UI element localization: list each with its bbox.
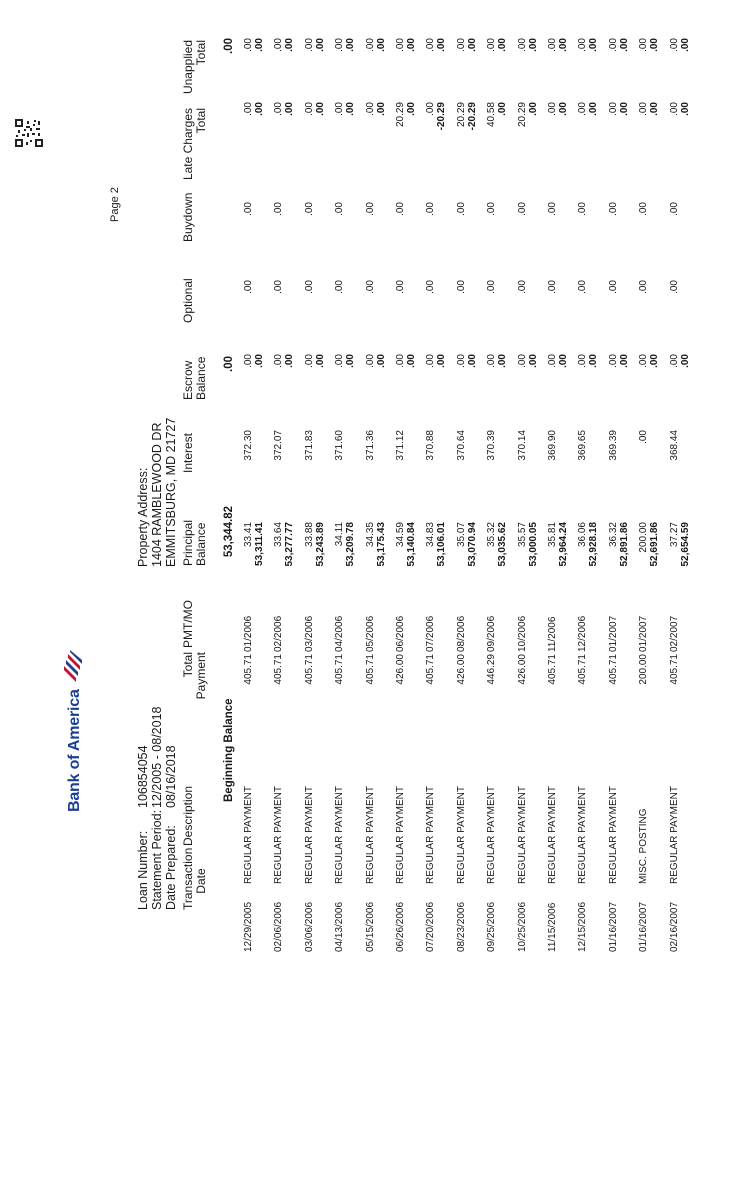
cell-desc: MISC. POSTING	[638, 808, 650, 884]
cell-pmt: 03/2006	[303, 615, 315, 652]
cell-desc: REGULAR PAYMENT	[577, 786, 589, 884]
cell-unap-bal: .00	[497, 38, 509, 52]
cell-principal-amt: 36.06	[577, 522, 589, 548]
cell-buydown: .00	[547, 202, 558, 216]
cell-escrow-bal: .00	[466, 354, 478, 368]
col-interest-header: Interest	[181, 432, 195, 473]
cell-unap-bal: .00	[618, 38, 630, 52]
cell-pmt: 01/2007	[607, 615, 619, 652]
cell-optional: .00	[425, 280, 437, 294]
cell-buydown: .00	[638, 202, 650, 216]
cell-escrow-amt: .00	[273, 354, 285, 368]
loan-number-value: 106854054	[136, 745, 150, 808]
cell-late-bal: .00	[375, 102, 387, 116]
cell-escrow-bal: .00	[679, 354, 691, 368]
cell-desc: REGULAR PAYMENT	[425, 786, 437, 884]
cell-late-amt: .00	[577, 102, 589, 116]
col-optional-header: Optional	[181, 278, 195, 323]
cell-escrow-amt: .00	[334, 354, 346, 368]
cell-principal-bal: 52,654.59	[679, 522, 691, 567]
cell-total: 405.71	[547, 654, 558, 685]
cell-interest: 372.30	[243, 430, 254, 461]
cell-total: 446.29	[486, 654, 498, 685]
cell-total: 405.71	[273, 654, 285, 685]
cell-principal-bal: 53,106.01	[436, 522, 448, 567]
cell-unap-bal: .00	[588, 38, 600, 52]
cell-principal-bal: 53,277.77	[284, 522, 296, 567]
cell-interest: 370.14	[516, 430, 528, 461]
cell-interest: 369.39	[607, 430, 619, 461]
cell-optional: .00	[334, 280, 346, 294]
cell-interest: .00	[638, 430, 650, 444]
cell-escrow-bal: .00	[558, 354, 569, 368]
cell-pmt: 10/2006	[516, 615, 528, 652]
cell-interest: 370.88	[425, 430, 437, 461]
col-date-header-line2: Date	[194, 868, 208, 894]
cell-unap-bal: .00	[254, 38, 265, 52]
cell-late-amt: .00	[334, 102, 346, 116]
cell-total: 405.71	[243, 654, 254, 685]
cell-desc: REGULAR PAYMENT	[303, 786, 315, 884]
cell-escrow-amt: .00	[607, 354, 619, 368]
cell-escrow-amt: .00	[303, 354, 315, 368]
col-description-header: Description	[181, 785, 195, 846]
cell-date: 07/20/2006	[425, 901, 437, 952]
cell-principal-bal: 53,243.89	[314, 522, 326, 567]
property-address-line2: EMMITSBURG, MD 21727	[164, 417, 178, 567]
cell-late-amt: .00	[273, 102, 285, 116]
cell-late-bal: .00	[679, 102, 691, 116]
cell-optional: .00	[638, 280, 650, 294]
cell-date: 09/25/2006	[486, 901, 498, 952]
cell-date: 03/06/2006	[303, 901, 315, 952]
cell-buydown: .00	[577, 202, 589, 216]
cell-unap-bal: .00	[436, 38, 448, 52]
cell-total: 426.00	[395, 654, 406, 685]
cell-date: 01/16/2007	[607, 901, 619, 952]
cell-escrow-amt: .00	[577, 354, 589, 368]
col-principal-header-line1: Principal	[181, 519, 195, 566]
cell-late-bal: .00	[618, 102, 630, 116]
cell-unap-amt: .00	[425, 38, 437, 52]
page-number: Page 2	[109, 187, 121, 222]
cell-principal-amt: 34.83	[425, 522, 437, 548]
cell-escrow-bal: .00	[618, 354, 630, 368]
cell-unap-amt: .00	[547, 38, 558, 52]
cell-escrow-amt: .00	[668, 354, 680, 368]
cell-buydown: .00	[303, 202, 315, 216]
cell-escrow-bal: .00	[436, 354, 448, 368]
col-total-payment-header-line1: Total	[181, 652, 195, 678]
cell-principal-amt: 34.11	[334, 522, 346, 547]
cell-optional: .00	[273, 280, 285, 294]
cell-principal-amt: 34.59	[395, 522, 406, 548]
cell-unap-bal: .00	[558, 38, 569, 52]
cell-late-amt: 20.29	[516, 102, 528, 128]
cell-unap-amt: .00	[638, 38, 650, 52]
cell-desc: REGULAR PAYMENT	[607, 786, 619, 884]
cell-desc: REGULAR PAYMENT	[486, 786, 498, 884]
cell-unap-bal: .00	[284, 38, 296, 52]
cell-principal-amt: 33.88	[303, 522, 315, 548]
cell-interest: 370.64	[455, 430, 467, 461]
cell-unap-amt: .00	[577, 38, 589, 52]
cell-pmt: 05/2006	[364, 615, 376, 652]
cell-unap-bal: .00	[527, 38, 539, 52]
cell-escrow-bal: .00	[527, 354, 539, 368]
col-date-header-line1: Transaction	[181, 847, 195, 910]
cell-late-bal: .00	[284, 102, 296, 116]
cell-late-bal: .00	[527, 102, 539, 116]
cell-principal-bal: 52,928.18	[588, 522, 600, 567]
cell-buydown: .00	[607, 202, 619, 216]
cell-desc: REGULAR PAYMENT	[334, 786, 346, 884]
bank-logo-flag-icon	[58, 650, 84, 684]
cell-escrow-bal: .00	[284, 354, 296, 368]
cell-optional: .00	[547, 280, 558, 294]
cell-date: 02/06/2006	[273, 901, 285, 952]
cell-unap-bal: .00	[466, 38, 478, 52]
cell-late-bal: .00	[345, 102, 357, 116]
cell-total: 405.71	[303, 654, 315, 685]
cell-late-amt: .00	[425, 102, 437, 116]
cell-escrow-amt: .00	[243, 354, 254, 368]
cell-late-bal: .00	[558, 102, 569, 116]
cell-principal-bal: 53,000.05	[527, 522, 539, 567]
cell-date: 12/15/2006	[577, 901, 589, 952]
cell-unap-amt: .00	[395, 38, 406, 52]
bank-logo-text: Bank of America	[66, 689, 83, 812]
cell-desc: REGULAR PAYMENT	[547, 786, 558, 884]
cell-principal-bal: 53,035.62	[497, 522, 509, 567]
cell-unap-amt: .00	[273, 38, 285, 52]
statement-period-value: 12/2005 - 08/2018	[150, 706, 164, 808]
col-escrow-header	[182, 357, 208, 400]
cell-desc: REGULAR PAYMENT	[243, 786, 254, 884]
cell-optional: .00	[395, 280, 406, 294]
cell-pmt: 02/2006	[273, 615, 285, 652]
cell-unap-amt: .00	[607, 38, 619, 52]
cell-date: 12/29/2005	[243, 901, 254, 952]
cell-escrow-bal: .00	[314, 354, 326, 368]
cell-late-amt: .00	[668, 102, 680, 116]
cell-escrow-bal: .00	[649, 354, 661, 368]
cell-optional: .00	[243, 280, 254, 294]
cell-late-amt: .00	[607, 102, 619, 116]
col-pmt-mo-header: PMT/MO	[181, 600, 195, 648]
cell-total: 405.71	[334, 654, 346, 685]
cell-unap-amt: .00	[243, 38, 254, 52]
col-unapplied-header	[182, 40, 208, 96]
cell-principal-amt: 37.27	[668, 522, 680, 548]
cell-date: 05/15/2006	[364, 901, 376, 952]
cell-principal-amt: 35.81	[547, 522, 558, 548]
cell-total: 426.00	[455, 654, 467, 685]
cell-pmt: 01/2006	[243, 615, 254, 652]
col-principal-header	[182, 520, 208, 566]
cell-unap-amt: .00	[364, 38, 376, 52]
cell-escrow-amt: .00	[547, 354, 558, 368]
cell-principal-amt: 35.57	[516, 522, 528, 548]
beginning-principal-balance: 53,344.82	[223, 506, 235, 558]
cell-pmt: 02/2007	[668, 615, 680, 652]
cell-principal-bal: 53,209.78	[345, 522, 357, 567]
date-prepared-label: Date Prepared:	[164, 825, 178, 910]
cell-principal-amt: 33.41	[243, 522, 254, 548]
cell-principal-bal: 53,070.94	[466, 522, 478, 567]
cell-late-bal: .00	[588, 102, 600, 116]
cell-escrow-amt: .00	[364, 354, 376, 368]
cell-optional: .00	[577, 280, 589, 294]
cell-pmt: 09/2006	[486, 615, 498, 652]
cell-principal-bal: 52,964.24	[558, 522, 569, 567]
cell-buydown: .00	[486, 202, 498, 216]
cell-late-bal: .00	[406, 102, 417, 116]
cell-principal-bal: 53,175.43	[375, 522, 387, 567]
loan-number-label: Loan Number:	[136, 830, 150, 910]
cell-unap-amt: .00	[303, 38, 315, 52]
cell-pmt: 04/2006	[334, 615, 346, 652]
cell-escrow-bal: .00	[375, 354, 387, 368]
cell-late-amt: 40.58	[486, 102, 498, 128]
cell-escrow-amt: .00	[395, 354, 406, 368]
cell-desc: REGULAR PAYMENT	[668, 786, 680, 884]
beginning-balance-label: Beginning Balance	[223, 698, 235, 802]
cell-optional: .00	[364, 280, 376, 294]
cell-escrow-amt: .00	[638, 354, 650, 368]
cell-interest: 368.44	[668, 430, 680, 461]
cell-interest: 371.36	[364, 430, 376, 461]
col-date-header	[181, 847, 208, 910]
cell-principal-amt: 35.32	[486, 522, 498, 548]
property-address-line1: 1404 RAMBLEWOOD DR	[150, 422, 164, 567]
cell-late-bal: .00	[254, 102, 265, 116]
cell-optional: .00	[455, 280, 467, 294]
col-buydown-header: Buydown	[181, 192, 195, 242]
cell-unap-amt: .00	[486, 38, 498, 52]
cell-interest: 371.12	[395, 430, 406, 461]
cell-late-bal: -20.29	[436, 102, 448, 131]
cell-pmt: 12/2006	[577, 615, 589, 652]
cell-total: 405.71	[607, 654, 619, 685]
cell-interest: 372.07	[273, 430, 285, 461]
col-unapplied-header-line1: Unapplied	[181, 40, 195, 95]
cell-unap-amt: .00	[455, 38, 467, 52]
qr-code-icon	[14, 118, 44, 148]
cell-desc: REGULAR PAYMENT	[395, 786, 406, 884]
cell-principal-bal: 52,691.86	[649, 522, 661, 567]
cell-principal-bal: 53,140.84	[406, 522, 417, 567]
cell-late-amt: .00	[243, 102, 254, 116]
cell-late-bal: .00	[497, 102, 509, 116]
cell-late-amt: .00	[638, 102, 650, 116]
cell-date: 10/25/2006	[516, 901, 528, 952]
beginning-escrow-balance: .00	[223, 356, 235, 372]
cell-escrow-bal: .00	[497, 354, 509, 368]
col-unapplied-header-line2: Total	[194, 40, 208, 66]
cell-optional: .00	[486, 280, 498, 294]
cell-optional: .00	[607, 280, 619, 294]
cell-escrow-amt: .00	[486, 354, 498, 368]
cell-principal-bal: 53,311.41	[254, 522, 265, 566]
cell-interest: 371.83	[303, 430, 315, 461]
cell-total: 426.00	[516, 654, 528, 685]
cell-unap-bal: .00	[649, 38, 661, 52]
cell-desc: REGULAR PAYMENT	[455, 786, 467, 884]
cell-unap-bal: .00	[406, 38, 417, 52]
cell-optional: .00	[303, 280, 315, 294]
cell-total: 405.71	[668, 654, 680, 685]
cell-optional: .00	[668, 280, 680, 294]
col-late-charges-header	[182, 108, 208, 188]
cell-unap-bal: .00	[345, 38, 357, 52]
cell-total: 405.71	[364, 654, 376, 685]
cell-pmt: 06/2006	[395, 615, 406, 652]
cell-date: 01/16/2007	[638, 901, 650, 952]
cell-escrow-amt: .00	[516, 354, 528, 368]
cell-escrow-bal: .00	[345, 354, 357, 368]
cell-buydown: .00	[364, 202, 376, 216]
cell-late-amt: 20.29	[455, 102, 467, 128]
col-late-charges-header-line2: Total	[194, 108, 208, 134]
cell-escrow-bal: .00	[588, 354, 600, 368]
cell-unap-amt: .00	[668, 38, 680, 52]
cell-buydown: .00	[668, 202, 680, 216]
cell-date: 02/16/2007	[668, 901, 680, 952]
cell-pmt: 07/2006	[425, 615, 437, 652]
cell-late-bal: -20.29	[466, 102, 478, 131]
cell-late-amt: .00	[364, 102, 376, 116]
cell-desc: REGULAR PAYMENT	[273, 786, 285, 884]
cell-late-bal: .00	[649, 102, 661, 116]
cell-date: 04/13/2006	[334, 901, 346, 952]
cell-interest: 371.60	[334, 430, 346, 461]
cell-total: 200.00	[638, 654, 650, 685]
cell-unap-amt: .00	[334, 38, 346, 52]
cell-interest: 370.39	[486, 430, 498, 461]
cell-principal-bal: 52,891.86	[618, 522, 630, 567]
cell-buydown: .00	[455, 202, 467, 216]
cell-late-amt: 20.29	[395, 102, 406, 128]
cell-unap-amt: .00	[516, 38, 528, 52]
statement-period-label: Statement Period:	[150, 809, 164, 910]
cell-unap-bal: .00	[314, 38, 326, 52]
col-total-payment-header	[182, 652, 208, 720]
cell-buydown: .00	[395, 202, 406, 216]
cell-unap-bal: .00	[679, 38, 691, 52]
cell-unap-bal: .00	[375, 38, 387, 52]
cell-buydown: .00	[516, 202, 528, 216]
cell-escrow-amt: .00	[425, 354, 437, 368]
cell-late-amt: .00	[303, 102, 315, 116]
cell-escrow-bal: .00	[406, 354, 417, 368]
cell-total: 405.71	[425, 654, 437, 685]
bank-logo	[66, 689, 84, 812]
cell-optional: .00	[516, 280, 528, 294]
cell-date: 11/15/2006	[547, 902, 558, 952]
cell-pmt: 11/2006	[547, 616, 558, 652]
cell-date: 08/23/2006	[455, 901, 467, 952]
cell-buydown: .00	[273, 202, 285, 216]
cell-buydown: .00	[334, 202, 346, 216]
cell-principal-amt: 36.32	[607, 522, 619, 548]
cell-principal-amt: 35.07	[455, 522, 467, 548]
cell-principal-amt: 34.35	[364, 522, 376, 548]
cell-desc: REGULAR PAYMENT	[516, 786, 528, 884]
cell-date: 06/26/2006	[395, 901, 406, 952]
cell-pmt: 01/2007	[638, 615, 650, 652]
cell-escrow-amt: .00	[455, 354, 467, 368]
cell-buydown: .00	[425, 202, 437, 216]
cell-desc: REGULAR PAYMENT	[364, 786, 376, 884]
date-prepared-value: 08/16/2018	[164, 745, 178, 808]
cell-interest: 369.90	[547, 430, 558, 461]
cell-late-amt: .00	[547, 102, 558, 116]
col-principal-header-line2: Balance	[194, 522, 208, 566]
cell-interest: 369.65	[577, 430, 589, 461]
property-address-label: Property Address:	[136, 467, 150, 567]
cell-total: 405.71	[577, 654, 589, 685]
col-escrow-header-line2: Balance	[194, 356, 208, 400]
beginning-unapplied-balance: .00	[223, 38, 235, 54]
col-escrow-header-line1: Escrow	[181, 360, 195, 400]
cell-pmt: 08/2006	[455, 615, 467, 652]
cell-escrow-bal: .00	[254, 354, 265, 368]
cell-principal-amt: 33.64	[273, 522, 285, 548]
col-total-payment-header-line2: Payment	[194, 652, 208, 700]
col-late-charges-header-line1: Late Charges	[181, 108, 195, 181]
cell-buydown: .00	[243, 202, 254, 216]
cell-principal-amt: 200.00	[638, 522, 650, 553]
cell-late-bal: .00	[314, 102, 326, 116]
